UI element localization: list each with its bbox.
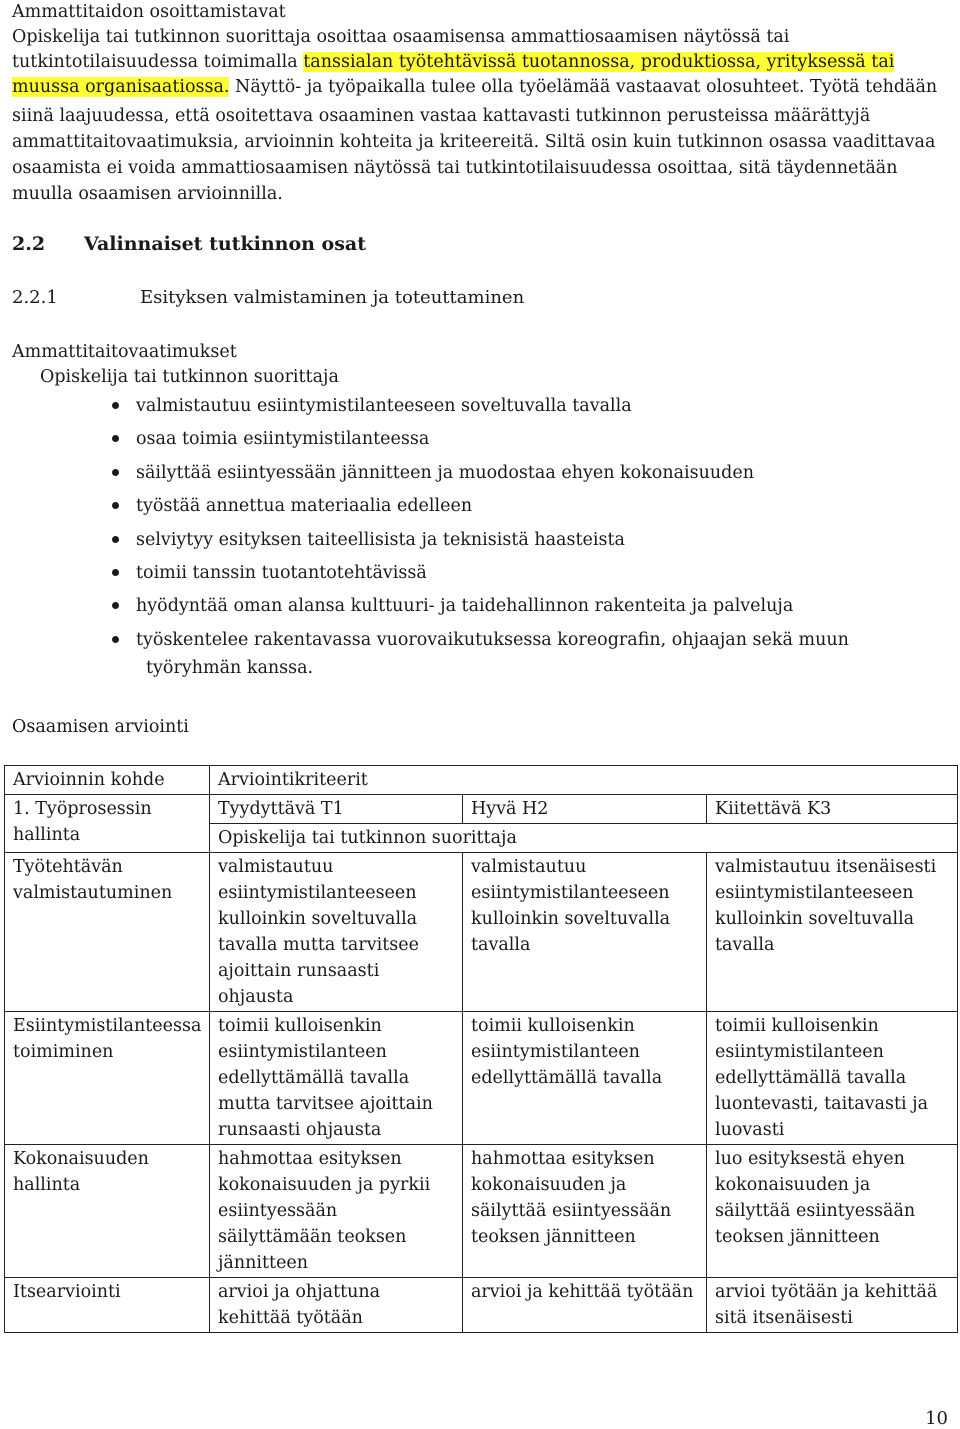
subsection-number: 2.2.1: [12, 287, 58, 308]
list-item: [112, 626, 952, 688]
row-target: Esiintymistilanteessa toimiminen: [5, 1012, 210, 1145]
performer-label: Opiskelija tai tutkinnon suorittaja: [210, 824, 958, 853]
intro-line: Opiskelija tai tutkinnon suorittaja osoittaa osaamisensa ammattiosaamisen näytössä tai: [12, 27, 790, 47]
list-item-text: hyödyntää oman alansa kulttuuri- ja taidehallinnon rakenteita ja palveluja: [136, 596, 794, 617]
criteria-h2: toimii kulloisenkin esiintymistilanteen edellyttämällä tavalla: [463, 1012, 707, 1145]
list-item: [112, 459, 952, 492]
page-number: 10: [925, 1408, 948, 1429]
row-target: Työtehtävän valmistautuminen: [5, 853, 210, 1012]
highlighted-text: muussa organisaatiossa.: [12, 77, 230, 97]
bullet-icon: [112, 469, 119, 476]
list-item: [112, 492, 952, 525]
list-item: [112, 425, 952, 458]
requirements-list: [112, 392, 952, 688]
list-item: [112, 526, 952, 559]
bullet-icon: [112, 536, 119, 543]
assessment-table: [4, 765, 958, 1333]
criteria-h2: hahmottaa esityksen kokonaisuuden ja säilyttää esiintyessään teoksen jännitteen: [463, 1145, 707, 1278]
section-number: 2.2: [12, 233, 46, 255]
row-target: Kokonaisuuden hallinta: [5, 1145, 210, 1278]
row-target: Itsearviointi: [5, 1278, 210, 1333]
intro-heading: Ammattitaidon osoittamistavat: [12, 2, 286, 22]
bullet-icon: [112, 502, 119, 509]
list-item-text: valmistautuu esiintymistilanteeseen soveltuvalla tavalla: [136, 396, 632, 416]
column-header-criteria: Arviointikriteerit: [210, 766, 958, 795]
requirements-subheading: Opiskelija tai tutkinnon suorittaja: [40, 367, 339, 387]
list-item-text: työskentelee rakentavassa vuorovaikutuksessa koreografin, ohjaajan sekä muun: [136, 629, 849, 650]
intro-line: [12, 74, 937, 100]
section-title: Valinnaiset tutkinnon osat: [84, 233, 367, 255]
column-header-target: Arvioinnin kohde: [5, 766, 210, 795]
criteria-h2: arvioi ja kehittää työtään: [463, 1278, 707, 1333]
list-item-text: säilyttää esiintyessään jännitteen ja muodostaa ehyen kokonaisuuden: [136, 462, 754, 483]
criteria-k3: valmistautuu itsenäisesti esiintymistilanteeseen kulloinkin soveltuvalla tavalla: [707, 853, 958, 1012]
table-row: [5, 1012, 958, 1145]
list-item-text: toimii tanssin tuotantotehtävissä: [136, 562, 427, 583]
criteria-t1: arvioi ja ohjattuna kehittää työtään: [210, 1278, 463, 1333]
list-item: [112, 392, 952, 425]
assessment-heading: Osaamisen arviointi: [12, 717, 189, 737]
bullet-icon: [112, 636, 119, 643]
list-item-text: osaa toimia esiintymistilanteessa: [136, 429, 430, 450]
criteria-k3: arvioi työtään ja kehittää sitä itsenäisesti: [707, 1278, 958, 1333]
level-k3: Kiitettävä K3: [707, 795, 958, 824]
requirements-heading: Ammattitaitovaatimukset: [12, 342, 237, 362]
table-row: [5, 853, 958, 1012]
criteria-k3: toimii kulloisenkin esiintymistilanteen edellyttämällä tavalla luontevasti, taitavasti ja luovasti: [707, 1012, 958, 1145]
table-row: [5, 1278, 958, 1333]
level-h2: Hyvä H2: [463, 795, 707, 824]
list-item: [112, 592, 952, 625]
bullet-icon: [112, 569, 119, 576]
criteria-t1: valmistautuu esiintymistilanteeseen kulloinkin soveltuvalla tavalla mutta tarvitsee ajoittain runsaasti ohjausta: [210, 853, 463, 1012]
table-header-row: [5, 766, 958, 795]
intro-text: tutkintotilaisuudessa toimimalla: [12, 52, 304, 72]
bullet-icon: [112, 402, 119, 409]
intro-line: siinä laajuudessa, että osoitettava osaaminen vastaa kattavasti tutkinnon perusteissa määrättyjä: [12, 106, 871, 126]
subsection-title: Esityksen valmistaminen ja toteuttaminen: [140, 287, 525, 308]
intro-text: Näyttö- ja työpaikalla tulee olla työelämää vastaavat olosuhteet. Työtä tehdään: [229, 77, 938, 97]
list-item-text: selviytyy esityksen taiteellisista ja teknisistä haasteista: [136, 529, 625, 550]
bullet-icon: [112, 602, 119, 609]
highlighted-text: tanssialan työtehtävissä tuotannossa, produktiossa, yrityksessä tai: [303, 52, 895, 72]
table-row: [5, 1145, 958, 1278]
criteria-t1: hahmottaa esityksen kokonaisuuden ja pyrkii esiintyessään säilyttämään teoksen jännitteen: [210, 1145, 463, 1278]
intro-line: [12, 49, 894, 75]
group-label: 1. Työprosessin hallinta: [5, 795, 210, 853]
intro-line: ammattitaitovaatimuksia, arvioinnin kohteita ja kriteereitä. Siltä osin kuin tutkinnon osassa vaadittavaa: [12, 132, 936, 152]
intro-line: osaamista ei voida ammattiosaamisen näytössä tai tutkintotilaisuudessa osoittaa, sitä täydennetään: [12, 158, 898, 178]
list-item-text: työstää annettua materiaalia edelleen: [136, 496, 473, 517]
table-level-row: [5, 795, 958, 824]
intro-line: muulla osaamisen arvioinnilla.: [12, 184, 283, 204]
list-item-continuation: työryhmän kanssa.: [146, 657, 314, 678]
criteria-k3: luo esityksestä ehyen kokonaisuuden ja säilyttää esiintyessään teoksen jännitteen: [707, 1145, 958, 1278]
criteria-t1: toimii kulloisenkin esiintymistilanteen edellyttämällä tavalla mutta tarvitsee ajoittain runsaasti ohjausta: [210, 1012, 463, 1145]
criteria-h2: valmistautuu esiintymistilanteeseen kulloinkin soveltuvalla tavalla: [463, 853, 707, 1012]
list-item: [112, 559, 952, 592]
level-t1: Tyydyttävä T1: [210, 795, 463, 824]
bullet-icon: [112, 435, 119, 442]
